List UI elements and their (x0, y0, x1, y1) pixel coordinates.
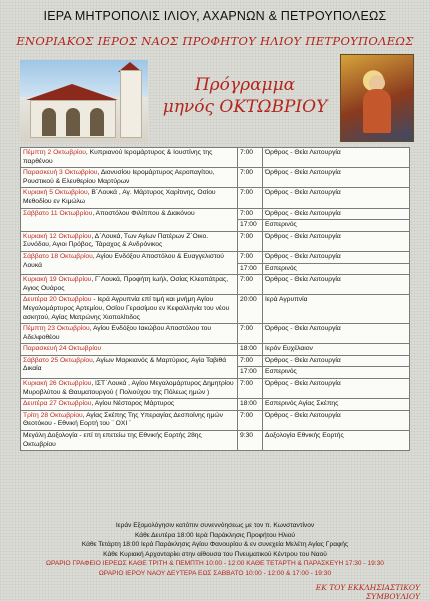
schedule-day-cell (21, 344, 238, 356)
schedule-time: 17:00 (238, 263, 263, 275)
schedule-description: , Αγίων Μαρκιανός & Μαρτύριος, Αγία Ταβιθά Δικαία (23, 356, 227, 373)
schedule-description: , Γ΄Λουκά, Προφήτη Ιωήλ, Οσίας Κλεοπάτρας, Αγιος Ουάρος (23, 276, 229, 292)
schedule-service: Όρθρος - Θεία Λειτουργία (263, 188, 410, 208)
schedule-time: 9:30 (238, 431, 263, 451)
program-title-line2: μηνός ΟΚΤΩΒΡΙΟΥ (162, 97, 328, 117)
schedule-service: Όρθρος - Θεία Λειτουργία (263, 379, 410, 399)
church-photo (20, 60, 148, 142)
schedule-service: Όρθρος - Θεία Λειτουργία (263, 251, 410, 263)
schedule-time: 20:00 (238, 295, 263, 324)
schedule-time: 7:00 (238, 168, 263, 188)
schedule-day-cell (21, 148, 238, 168)
schedule-time: 18:00 (238, 399, 263, 411)
schedule-row (21, 188, 410, 208)
schedule-time: 7:00 (238, 275, 263, 295)
footer-church-hours: ΩΡΑΡΙΟ ΙΕΡΟΥ ΝΑΟΥ ΔΕΥΤΕΡΑ ΕΩΣ ΣΑΒΒΑΤΟ 10:00 - 12:00 & 17:00 - 19:30 (98, 569, 332, 577)
schedule-service: Όρθρος - Θεία Λειτουργία (263, 324, 410, 344)
schedule-service: Εσπερινός (263, 367, 410, 379)
schedule-day-cell (21, 275, 238, 295)
schedule-day-cell (21, 208, 238, 231)
schedule-description: , Αποστόλου Φιλίππου & Διακόνου (92, 209, 195, 217)
schedule-date: Σάββατο 25 Οκτωβρίου (23, 356, 93, 364)
schedule-time: 17:00 (238, 220, 263, 232)
schedule-time: 7:00 (238, 324, 263, 344)
schedule-row (21, 208, 410, 220)
schedule-description: , Αγίας Σκέπης Της Υπεραγίας Δεσποίνης ημών Θεοτόκου - Εθνική Εορτή του ¨ ΟΧΙ ¨ (23, 411, 223, 428)
footer-monday: Κάθε Δευτέρα 18:00 Ιερά Παράκλησις Προφήτου Ηλιού (134, 531, 296, 539)
schedule-time: 7:00 (238, 188, 263, 208)
schedule-row (21, 231, 410, 251)
schedule-time: 18:00 (238, 344, 263, 356)
schedule-row (21, 410, 410, 430)
footer-office-hours: ΩΡΑΡΙΟ ΓΡΑΦΕΙΟ ΙΕΡΕΩΣ ΚΑΘΕ ΤΡΙΤΗ & ΠΕΜΠΤΗ 10:00 - 12:00 ΚΑΘΕ ΤΕΤΑΡΤΗ & ΠΑΡΑΣΚΕΥΗ 17:30 - 19:30 (46, 560, 384, 568)
schedule-date: Παρασκευή 24 Οκτωβρίου (23, 345, 102, 353)
schedule-service: Δοξολογία Εθνικής Εορτής (263, 431, 410, 451)
schedule-service: Όρθρος - Θεία Λειτουργία (263, 275, 410, 295)
schedule-day-cell (21, 168, 238, 188)
schedule-row (21, 355, 410, 367)
schedule-description: , ΙΣΤ΄Λουκά , Αγίου Μεγαλομάρτυρος Δημητρίου Μυροβλύτου & Θαυματουργού ( Πολιούχου της Πόλεως ημών ) (23, 380, 234, 396)
schedule-row (21, 324, 410, 344)
schedule-date: Τρίτη 28 Οκτωβρίου (23, 411, 83, 419)
schedule-day-cell (21, 410, 238, 430)
schedule-service: Όρθρος - Θεία Λειτουργία (263, 168, 410, 188)
schedule-service: Όρθρος - Θεία Λειτουργία (263, 355, 410, 367)
footer-sunday: Κάθε Κυριακή Αρχονταρίκι στην αίθουσα του Πνευματικού Κέντρου του Ναού (103, 550, 327, 558)
signature: ΕΚ ΤΟΥ ΕΚΚΛΗΣΙΑΣΤΙΚΟΥ ΣΥΜΒΟΥΛΙΟΥ (315, 583, 420, 601)
schedule-day-cell (21, 251, 238, 274)
footer-confession: Ιεράν Εξομολόγησιν κατόπιν συνεννόησεως με τον π. Κωνσταντίνον (115, 522, 315, 529)
schedule-date: Κυριακή 26 Οκτωβρίου (23, 380, 92, 388)
schedule-row (21, 344, 410, 356)
schedule-date: Κυριακή 12 Οκτωβρίου (23, 232, 92, 240)
schedule-time: 7:00 (238, 379, 263, 399)
schedule-day-cell (21, 324, 238, 344)
footer-notes (20, 521, 410, 579)
schedule-date: Σάββατο 11 Οκτωβρίου (23, 209, 93, 217)
program-title (160, 74, 330, 118)
schedule-description: , Διονυσίου Ιερομάρτυρος Αεροπαγίτου, Ρουστικού & Ελευθερίου Μαρτύρων (23, 169, 215, 185)
schedule-description: , Δ΄Λουκά, Των Αγίων Πατέρων Ζ΄Οικο. Συνόδου, Αγιοι Πρόβος, Τάραχος & Ανδρόνικος (23, 232, 209, 249)
schedule-service: Όρθρος - Θεία Λειτουργία (263, 208, 410, 220)
schedule-day-cell (21, 355, 238, 378)
schedule-time: 7:00 (238, 410, 263, 430)
schedule-row (21, 295, 410, 324)
schedule-time: 7:00 (238, 208, 263, 220)
schedule-description: Μεγάλη Δοξολογία - επί τη επετείω της Εθνικής Εορτής 28ης Οκτωβρίου (23, 432, 202, 448)
schedule-date: Δευτέρα 27 Οκτωβρίου (23, 400, 92, 408)
schedule-row (21, 399, 410, 411)
schedule-date: Σάββατο 18 Οκτωβρίου (23, 252, 93, 260)
schedule-day-cell (21, 431, 238, 451)
schedule-row (21, 251, 410, 263)
schedule-day-cell (21, 379, 238, 399)
schedule-row (21, 148, 410, 168)
schedule-day-cell (21, 399, 238, 411)
schedule-service: Όρθρος - Θεία Λειτουργία (263, 148, 410, 168)
schedule-date: Πέμπτη 2 Οκτωβρίου (23, 149, 86, 156)
schedule-row (21, 168, 410, 188)
schedule-date: Κυριακή 19 Οκτωβρίου (23, 276, 92, 284)
schedule-row (21, 379, 410, 399)
schedule-service: Ιερόν Ευχέλαιον (263, 344, 410, 356)
schedule-time: 7:00 (238, 355, 263, 367)
schedule-description: , Αγίου Ενδόξου Αποστόλου & Ευαγγελιστού Λουκά (23, 252, 224, 269)
schedule-time: 7:00 (238, 231, 263, 251)
program-title-line1: Πρόγραμμα (194, 75, 296, 95)
schedule-service: Εσπερινός (263, 220, 410, 232)
church-name-subtitle: ΕΝΟΡΙΑΚΟΣ ΙΕΡΟΣ ΝΑΟΣ ΠΡΟΦΗΤΟΥ ΗΛΙΟΥ ΠΕΤΡΟΥΠΟΛΕΩΣ (16, 34, 414, 48)
schedule-service: Εσπερινός (263, 263, 410, 275)
schedule-row (21, 275, 410, 295)
schedule-time: 7:00 (238, 148, 263, 168)
schedule-service: Ιερά Αγρυπνία (263, 295, 410, 324)
schedule-day-cell (21, 295, 238, 324)
schedule-row (21, 431, 410, 451)
schedule-description: , Β΄Λουκά , Αγ. Μάρτυρος Χαρίτινης, Οσίου Μεθοδίου εν Κιμώλω (23, 189, 216, 205)
schedule-day-cell (21, 188, 238, 208)
schedule-date: Πέμπτη 23 Οκτωβρίου (23, 325, 90, 333)
schedule-description: , Κυπριανού Ιερομάρτυρος & Ιουστίνης της παρθένου (23, 149, 213, 165)
schedule-time: 7:00 (238, 251, 263, 263)
schedule-service: Όρθρος - Θεία Λειτουργία (263, 231, 410, 251)
schedule-date: Παρασκευή 3 Οκτωβρίου (23, 169, 98, 177)
header-title: ΙΕΡΑ ΜΗΤΡΟΠΟΛΙΣ ΙΛΙΟΥ, ΑΧΑΡΝΩΝ & ΠΕΤΡΟΥΠΟΛΕΩΣ (43, 9, 387, 23)
schedule-service: Όρθρος - Θεία Λειτουργία (263, 410, 410, 430)
schedule-date: Κυριακή 5 Οκτωβρίου (23, 189, 88, 197)
schedule-description: , Αγίου Νέστορος Μάρτυρος (91, 400, 175, 408)
schedule-day-cell (21, 231, 238, 251)
footer-wednesday: Κάθε Τετάρτη 18:00 Ιερά Παράκλησις Αγίου Φανουρίου & εν συνεχεία Μελέτη Αγίας Γραφής (81, 541, 349, 549)
prophet-elias-icon-image (340, 54, 414, 142)
schedule-date: Δευτέρα 20 Οκτωβρίου (23, 296, 92, 304)
schedule-table (20, 147, 410, 451)
schedule-description: - Ιερά Αγρυπνία επί τιμή και μνήμη Αγίου Μεγαλομάρτυρος Αρτεμίου, Οσίου Γερασίμου εν Κεφαλληνία του νέου ασκητού, Αγίας Ματρώνης Χιοπολίτιδος (23, 296, 230, 321)
schedule-service: Εσπερινός Αγίας Σκέπης (263, 399, 410, 411)
schedule-time: 17:00 (238, 367, 263, 379)
schedule-description: , Αγίου Ενδόξου Ιακώβου Αποστόλου του Αδελφοθέου (23, 325, 212, 341)
